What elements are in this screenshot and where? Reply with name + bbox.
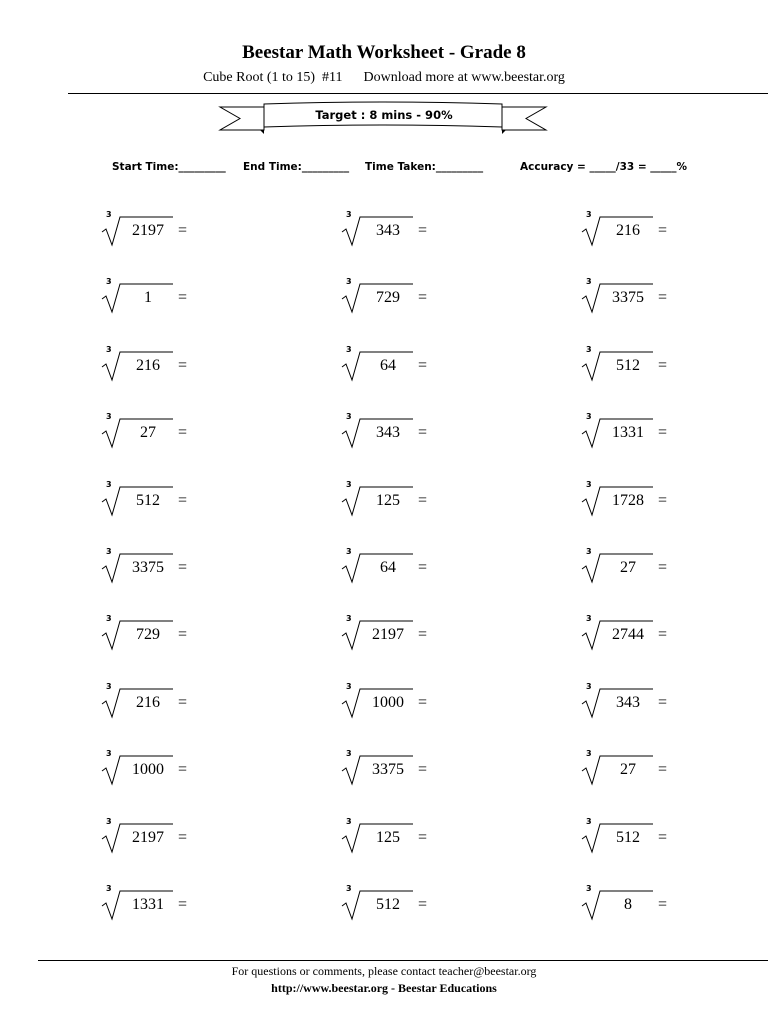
radical-expression <box>340 680 430 726</box>
radical-expression <box>340 612 430 658</box>
equals-sign: = <box>178 693 188 711</box>
cube-root-problem <box>0 545 242 612</box>
equals-sign: = <box>178 828 188 846</box>
cube-root-problem <box>242 882 484 949</box>
equals-sign: = <box>178 424 188 442</box>
cube-root-problem <box>242 208 484 275</box>
equals-sign: = <box>658 356 668 374</box>
radical-expression <box>340 275 430 321</box>
root-index: 3 <box>586 883 592 893</box>
radicand-value: 2744 <box>612 626 644 644</box>
root-index: 3 <box>106 344 112 354</box>
equals-sign: = <box>418 895 428 913</box>
equals-sign: = <box>658 761 668 779</box>
radicand-value: 27 <box>620 558 636 576</box>
cube-root-problem <box>0 478 242 545</box>
radicand-value: 1728 <box>612 491 644 509</box>
equals-sign: = <box>418 356 428 374</box>
cube-root-problem <box>242 680 484 747</box>
cube-root-problem <box>484 882 768 949</box>
radicand-value: 512 <box>616 828 640 846</box>
radical-expression <box>100 612 190 658</box>
accuracy-field: Accuracy = _____/33 = _____% <box>520 161 688 173</box>
worksheet-subtitle: Cube Root (1 to 15) #11 Download more at www.beestar.org <box>203 70 565 85</box>
equals-sign: = <box>418 558 428 576</box>
equals-sign: = <box>658 222 668 239</box>
radicand-value: 2197 <box>372 626 404 644</box>
equals-sign: = <box>658 289 668 307</box>
equals-sign: = <box>418 828 428 846</box>
radical-expression <box>580 815 670 861</box>
radicand-value: 1 <box>144 289 152 307</box>
worksheet-title: Beestar Math Worksheet - Grade 8 <box>242 42 526 63</box>
radicand-value: 343 <box>376 222 400 239</box>
footer-site-link: http://www.beestar.org - Beestar Educations <box>271 981 497 995</box>
cube-root-problem <box>484 343 768 410</box>
radicand-value: 125 <box>376 491 400 509</box>
root-index: 3 <box>346 749 352 759</box>
radicand-value: 512 <box>136 491 160 509</box>
equals-sign: = <box>658 558 668 576</box>
root-index: 3 <box>586 681 592 691</box>
equals-sign: = <box>418 626 428 644</box>
cube-root-problem <box>484 208 768 275</box>
radical-expression <box>340 208 430 254</box>
cube-root-problem <box>484 275 768 342</box>
radical-expression <box>580 208 670 254</box>
start-time-field: Start Time:_________ <box>112 161 226 173</box>
equals-sign: = <box>178 761 188 779</box>
root-index: 3 <box>586 546 592 556</box>
radicand-value: 1331 <box>132 895 164 913</box>
radicand-value: 512 <box>616 356 640 374</box>
end-time-field: End Time:_________ <box>243 161 350 173</box>
cube-root-problem <box>0 208 242 275</box>
cube-root-problem <box>242 478 484 545</box>
cube-root-problem <box>242 275 484 342</box>
radicand-value: 3375 <box>612 289 644 307</box>
radical-expression <box>340 815 430 861</box>
radicand-value: 64 <box>380 558 396 576</box>
equals-sign: = <box>178 558 188 576</box>
radicand-value: 1331 <box>612 424 644 442</box>
cube-root-problem <box>242 545 484 612</box>
radicand-value: 3375 <box>372 761 404 779</box>
cube-root-problem <box>484 410 768 477</box>
footer-divider <box>38 960 768 961</box>
root-index: 3 <box>586 344 592 354</box>
radical-expression <box>100 882 190 928</box>
cube-root-problem <box>0 680 242 747</box>
equals-sign: = <box>418 491 428 509</box>
root-index: 3 <box>346 816 352 826</box>
root-index: 3 <box>106 883 112 893</box>
equals-sign: = <box>658 693 668 711</box>
footer-contact: For questions or comments, please contact teacher@beestar.org <box>231 964 537 978</box>
radical-expression <box>100 275 190 321</box>
radical-expression <box>340 478 430 524</box>
cube-root-problem <box>242 815 484 882</box>
cube-root-problem <box>0 410 242 477</box>
equals-sign: = <box>178 626 188 644</box>
radical-expression <box>580 478 670 524</box>
radicand-value: 216 <box>136 356 160 374</box>
equals-sign: = <box>658 491 668 509</box>
cube-root-problem <box>484 680 768 747</box>
radicand-value: 343 <box>376 424 400 442</box>
equals-sign: = <box>658 828 668 846</box>
root-index: 3 <box>346 277 352 287</box>
radicand-value: 1000 <box>372 693 404 711</box>
radical-expression <box>580 545 670 591</box>
root-index: 3 <box>346 546 352 556</box>
radical-expression <box>580 410 670 456</box>
header-divider <box>68 93 768 94</box>
cube-root-problem <box>484 612 768 679</box>
cube-root-problem <box>0 612 242 679</box>
cube-root-problem <box>0 343 242 410</box>
root-index: 3 <box>346 344 352 354</box>
radicand-value: 27 <box>620 761 636 779</box>
cube-root-problem <box>0 275 242 342</box>
root-index: 3 <box>586 614 592 624</box>
root-index: 3 <box>106 277 112 287</box>
radicand-value: 343 <box>616 693 640 711</box>
root-index: 3 <box>586 749 592 759</box>
radical-expression <box>340 882 430 928</box>
radical-expression <box>580 343 670 389</box>
equals-sign: = <box>178 356 188 374</box>
radical-expression <box>100 208 190 254</box>
radical-expression <box>340 545 430 591</box>
timing-fields-row <box>0 158 768 176</box>
radical-expression <box>100 815 190 861</box>
radical-expression <box>100 343 190 389</box>
time-taken-field: Time Taken:_________ <box>365 161 484 173</box>
root-index: 3 <box>106 412 112 422</box>
equals-sign: = <box>418 222 428 239</box>
radical-expression <box>580 680 670 726</box>
equals-sign: = <box>418 761 428 779</box>
radicand-value: 125 <box>376 828 400 846</box>
radical-expression <box>100 680 190 726</box>
root-index: 3 <box>106 749 112 759</box>
root-index: 3 <box>586 412 592 422</box>
radicand-value: 64 <box>380 356 396 374</box>
radical-expression <box>340 343 430 389</box>
cube-root-problem <box>0 747 242 814</box>
radicand-value: 1000 <box>132 761 164 779</box>
radicand-value: 216 <box>616 222 640 239</box>
radicand-value: 2197 <box>132 828 164 846</box>
cube-root-problem <box>484 815 768 882</box>
cube-root-problem <box>0 815 242 882</box>
radical-expression <box>580 612 670 658</box>
equals-sign: = <box>658 424 668 442</box>
equals-sign: = <box>658 895 668 913</box>
radical-expression <box>580 275 670 321</box>
radical-expression <box>340 410 430 456</box>
root-index: 3 <box>586 479 592 489</box>
cube-root-problem <box>242 612 484 679</box>
cube-root-problem <box>242 343 484 410</box>
radicand-value: 216 <box>136 693 160 711</box>
equals-sign: = <box>178 289 188 307</box>
radicand-value: 729 <box>136 626 160 644</box>
radicand-value: 8 <box>624 895 632 913</box>
radicand-value: 2197 <box>132 222 164 239</box>
equals-sign: = <box>418 693 428 711</box>
equals-sign: = <box>178 222 188 239</box>
cube-root-problem <box>484 545 768 612</box>
radical-expression <box>100 545 190 591</box>
root-index: 3 <box>586 816 592 826</box>
radical-expression <box>580 882 670 928</box>
root-index: 3 <box>346 681 352 691</box>
equals-sign: = <box>418 424 428 442</box>
root-index: 3 <box>106 816 112 826</box>
radicand-value: 512 <box>376 895 400 913</box>
root-index: 3 <box>106 479 112 489</box>
root-index: 3 <box>106 614 112 624</box>
radical-expression <box>100 410 190 456</box>
radicand-value: 27 <box>140 424 156 442</box>
radical-expression <box>100 747 190 793</box>
root-index: 3 <box>346 479 352 489</box>
target-label: Target : 8 mins - 90% <box>315 108 453 122</box>
cube-root-problem <box>484 478 768 545</box>
radical-expression <box>340 747 430 793</box>
cube-root-problem <box>484 747 768 814</box>
equals-sign: = <box>418 289 428 307</box>
root-index: 3 <box>346 210 352 219</box>
cube-root-problem <box>242 410 484 477</box>
root-index: 3 <box>106 546 112 556</box>
problem-grid <box>0 208 768 928</box>
root-index: 3 <box>346 614 352 624</box>
radicand-value: 3375 <box>132 558 164 576</box>
radical-expression <box>100 478 190 524</box>
root-index: 3 <box>106 681 112 691</box>
equals-sign: = <box>178 491 188 509</box>
root-index: 3 <box>106 210 112 219</box>
radicand-value: 729 <box>376 289 400 307</box>
root-index: 3 <box>346 412 352 422</box>
equals-sign: = <box>178 895 188 913</box>
root-index: 3 <box>586 210 592 219</box>
root-index: 3 <box>346 883 352 893</box>
equals-sign: = <box>658 626 668 644</box>
cube-root-problem <box>0 882 242 949</box>
radical-expression <box>580 747 670 793</box>
root-index: 3 <box>586 277 592 287</box>
cube-root-problem <box>242 747 484 814</box>
